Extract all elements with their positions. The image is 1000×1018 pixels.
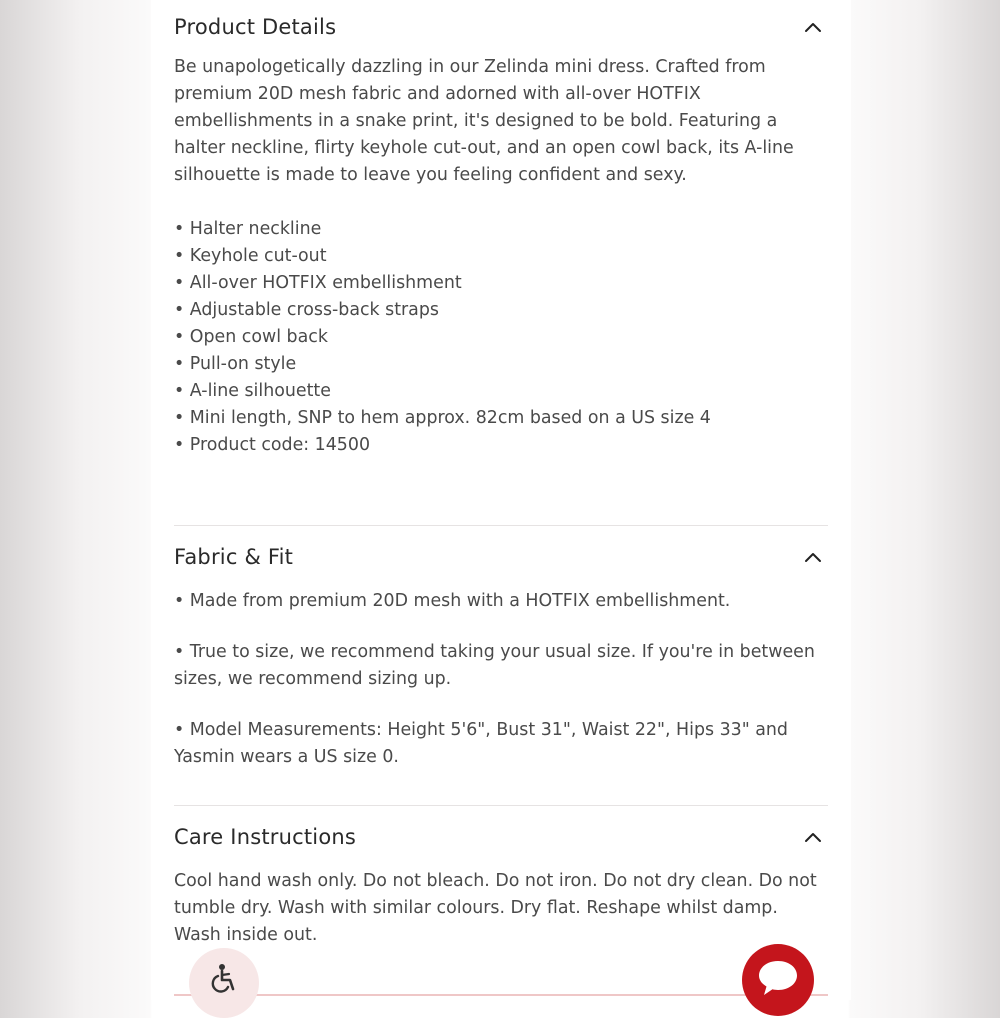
list-item: • Keyhole cut-out [174,243,828,270]
accordion-header-product-details[interactable] [174,0,828,54]
accordion-list [174,0,828,949]
list-item: • Product code: 14500 [174,432,828,459]
accordion-title: Fabric & Fit [174,545,294,569]
accordion-header-care-instructions[interactable] [174,806,828,868]
product-description: Be unapologetically dazzling in our Zelinda mini dress. Crafted from premium 20D mesh fabric and adorned with all-over HOTFIX embellishments in a snake print, it's designed to be bold. Featuring a halter neckline, flirty keyhole cut-out, and an open cowl back, its A-line silhouette is made to leave you feeling confident and sexy. [174,57,794,185]
list-item: • Adjustable cross-back straps [174,297,828,324]
section-divider [174,994,828,996]
chat-bubble-icon [756,958,800,998]
accordion-header-fabric-fit[interactable] [174,526,828,588]
product-details-body [174,54,828,459]
fabric-fit-body [174,588,828,771]
chat-button[interactable] [742,944,814,1016]
list-item: • Pull-on style [174,351,828,378]
accessibility-button[interactable] [189,948,259,1018]
care-text: Cool hand wash only. Do not bleach. Do not iron. Do not dry clean. Do not tumble dry. Wash with similar colours. Dry flat. Reshape whilst damp. Wash inside out. [174,871,817,945]
chevron-up-icon[interactable] [802,16,824,38]
list-item: • Mini length, SNP to hem approx. 82cm based on a US size 4 [174,405,828,432]
accessibility-icon [207,962,241,996]
list-item: • A-line silhouette [174,378,828,405]
product-info-panel [151,0,851,1000]
product-feature-list [174,216,828,459]
list-item: • Open cowl back [174,324,828,351]
fabric-paragraph: • Made from premium 20D mesh with a HOTFIX embellishment. [174,591,731,611]
list-item: • Halter neckline [174,216,828,243]
chevron-up-icon[interactable] [802,546,824,568]
fit-paragraph: • True to size, we recommend taking your usual size. If you're in between sizes, we recommend sizing up. [174,642,815,689]
model-measurements-paragraph: • Model Measurements: Height 5'6", Bust 31", Waist 22", Hips 33" and Yasmin wears a US size 0. [174,720,788,767]
care-instructions-body [174,868,828,949]
list-item: • All-over HOTFIX embellishment [174,270,828,297]
accordion-title: Product Details [174,15,337,39]
chevron-up-icon[interactable] [802,826,824,848]
accordion-title: Care Instructions [174,825,357,849]
